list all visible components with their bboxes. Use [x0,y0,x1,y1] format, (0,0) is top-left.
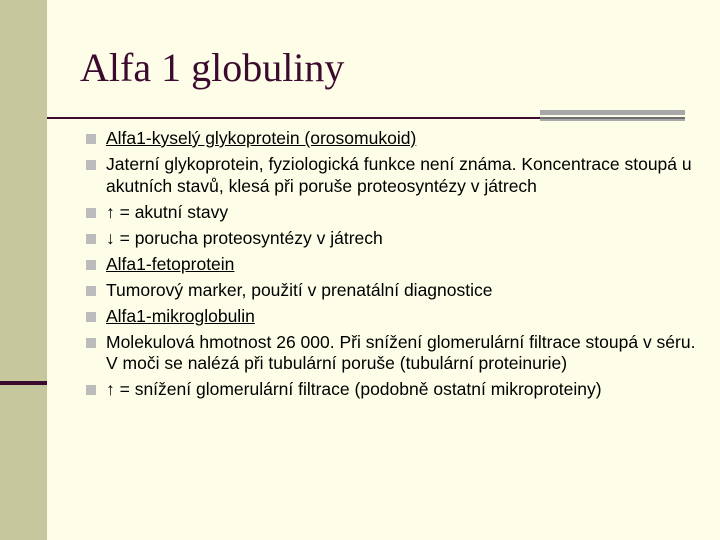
bullet-item [86,228,696,250]
bullet-text: ↓ = porucha proteosyntézy v játrech [106,227,383,248]
square-bullet-icon [86,208,96,218]
slide-title: Alfa 1 globuliny [80,45,345,90]
bullet-text: Alfa1-kyselý glykoprotein (orosomukoid) [106,128,417,148]
square-bullet-icon [86,286,96,296]
bullet-text: Tumorový marker, použití v prenatální diagnostice [106,279,493,300]
bullet-item [86,379,696,401]
bullet-item [86,128,696,150]
bullet-text: Alfa1-fetoprotein [106,253,235,274]
bullet-list [86,128,696,405]
square-bullet-icon [86,134,96,144]
bullet-text: Molekulová hmotnost 26 000. Při snížení glomerulární filtrace stoupá v séru. V moči se nalézá při tubulární poruše (tubulární proteinurie) [106,331,696,373]
bullet-text: Alfa1-mikroglobulin [106,305,255,326]
square-bullet-icon [86,312,96,322]
bullet-item [86,306,696,328]
bullet-text: Jaterní glykoprotein, fyziologická funkce není známa. Koncentrace stoupá u akutních stavů, klesá při poruše proteosyntézy v játrech [106,154,692,196]
bullet-text: ↑ = snížení glomerulární filtrace (podobně ostatní mikroproteiny) [106,379,602,399]
bullet-item [86,202,696,224]
left-decorative-band [0,0,47,540]
square-bullet-icon [86,338,96,348]
title-divider-accent-line [540,117,685,119]
square-bullet-icon [86,234,96,244]
square-bullet-icon [86,160,96,170]
bullet-item [86,154,696,197]
square-bullet-icon [86,260,96,270]
square-bullet-icon [86,385,96,395]
bullet-item [86,280,696,302]
bullet-item [86,332,696,375]
bullet-item [86,254,696,276]
title-divider [47,117,540,119]
band-accent-mark [0,381,47,385]
bullet-text: ↑ = akutní stavy [106,201,229,222]
